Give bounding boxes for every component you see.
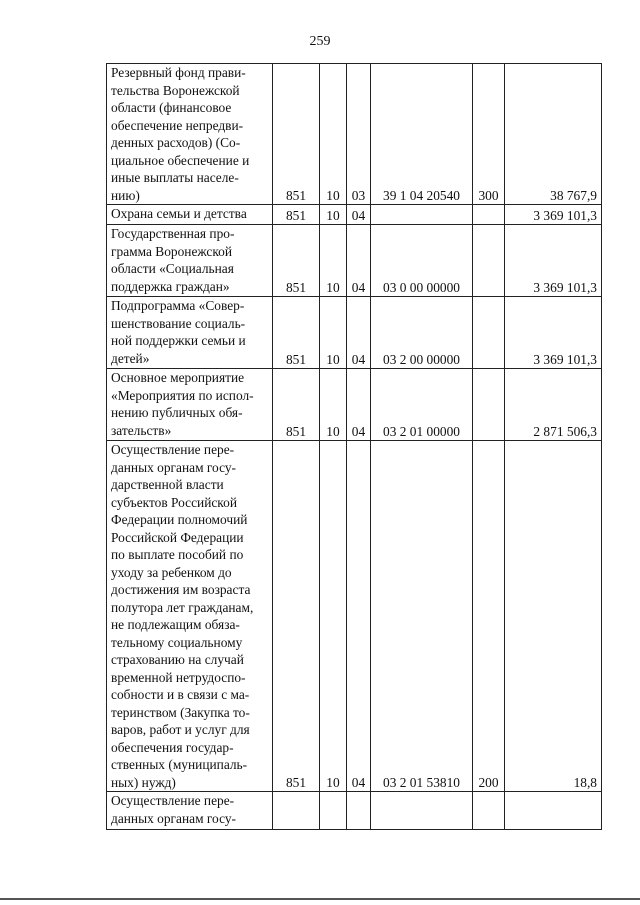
section-code: 10 <box>320 297 347 369</box>
target-code: 03 2 00 00000 <box>371 297 473 369</box>
table-row <box>107 369 602 441</box>
amount: 38 767,9 <box>505 64 602 205</box>
section-code: 10 <box>320 225 347 297</box>
amount: 2 871 506,3 <box>505 369 602 441</box>
expense-type-code <box>473 792 505 830</box>
amount: 18,8 <box>505 441 602 792</box>
subsection-code: 04 <box>347 225 371 297</box>
target-code <box>371 205 473 225</box>
row-name: Подпрограмма «Совер- шенствование социаль- ной поддержки семьи и детей» <box>107 297 273 369</box>
expense-type-code <box>473 369 505 441</box>
subsection-code: 04 <box>347 369 371 441</box>
row-name: Охрана семьи и детства <box>107 205 273 225</box>
ministry-code: 851 <box>273 225 320 297</box>
expense-type-code: 300 <box>473 64 505 205</box>
target-code <box>371 792 473 830</box>
subsection-code: 04 <box>347 205 371 225</box>
expense-type-code: 200 <box>473 441 505 792</box>
section-code: 10 <box>320 205 347 225</box>
target-code: 03 0 00 00000 <box>371 225 473 297</box>
ministry-code <box>273 792 320 830</box>
row-name: Осуществление пере- данных органам госу- дарственной власти субъектов Российской Федерации полномочий Российской Федерации по выплате пособий по уходу за ребенком до достижения им возраста полутора лет гражданам, не подлежащим обяза- тельному социальному страхованию на случай временной нетрудоспо- собности и в связи с ма- теринством (Закупка то- варов, работ и услуг для обеспечения государ- ственных (муниципаль- ных) нужд) <box>107 441 273 792</box>
scan-edge-line <box>0 898 640 900</box>
ministry-code: 851 <box>273 205 320 225</box>
table-row <box>107 64 602 205</box>
table-row <box>107 297 602 369</box>
expense-type-code <box>473 225 505 297</box>
budget-table <box>106 63 602 830</box>
row-name: Государственная про- грамма Воронежской области «Социальная поддержка граждан» <box>107 225 273 297</box>
expense-type-code <box>473 297 505 369</box>
target-code: 03 2 01 53810 <box>371 441 473 792</box>
subsection-code: 04 <box>347 297 371 369</box>
target-code: 03 2 01 00000 <box>371 369 473 441</box>
expense-type-code <box>473 205 505 225</box>
table-row <box>107 441 602 792</box>
amount: 3 369 101,3 <box>505 205 602 225</box>
row-name: Осуществление пере- данных органам госу- <box>107 792 273 830</box>
ministry-code: 851 <box>273 441 320 792</box>
table-row <box>107 225 602 297</box>
ministry-code: 851 <box>273 369 320 441</box>
table-row <box>107 792 602 830</box>
page-number: 259 <box>309 34 331 49</box>
ministry-code: 851 <box>273 64 320 205</box>
section-code: 10 <box>320 441 347 792</box>
table-row <box>107 205 602 225</box>
target-code: 39 1 04 20540 <box>371 64 473 205</box>
subsection-code <box>347 792 371 830</box>
row-name: Резервный фонд прави- тельства Воронежской области (финансовое обеспечение непредви- денных расходов) (Со- циальное обеспечение и иные выплаты населе- нию) <box>107 64 273 205</box>
amount: 3 369 101,3 <box>505 297 602 369</box>
amount: 3 369 101,3 <box>505 225 602 297</box>
row-name: Основное мероприятие «Мероприятия по испол- нению публичных обя- зательств» <box>107 369 273 441</box>
ministry-code: 851 <box>273 297 320 369</box>
amount <box>505 792 602 830</box>
section-code: 10 <box>320 369 347 441</box>
subsection-code: 04 <box>347 441 371 792</box>
section-code <box>320 792 347 830</box>
section-code: 10 <box>320 64 347 205</box>
subsection-code: 03 <box>347 64 371 205</box>
